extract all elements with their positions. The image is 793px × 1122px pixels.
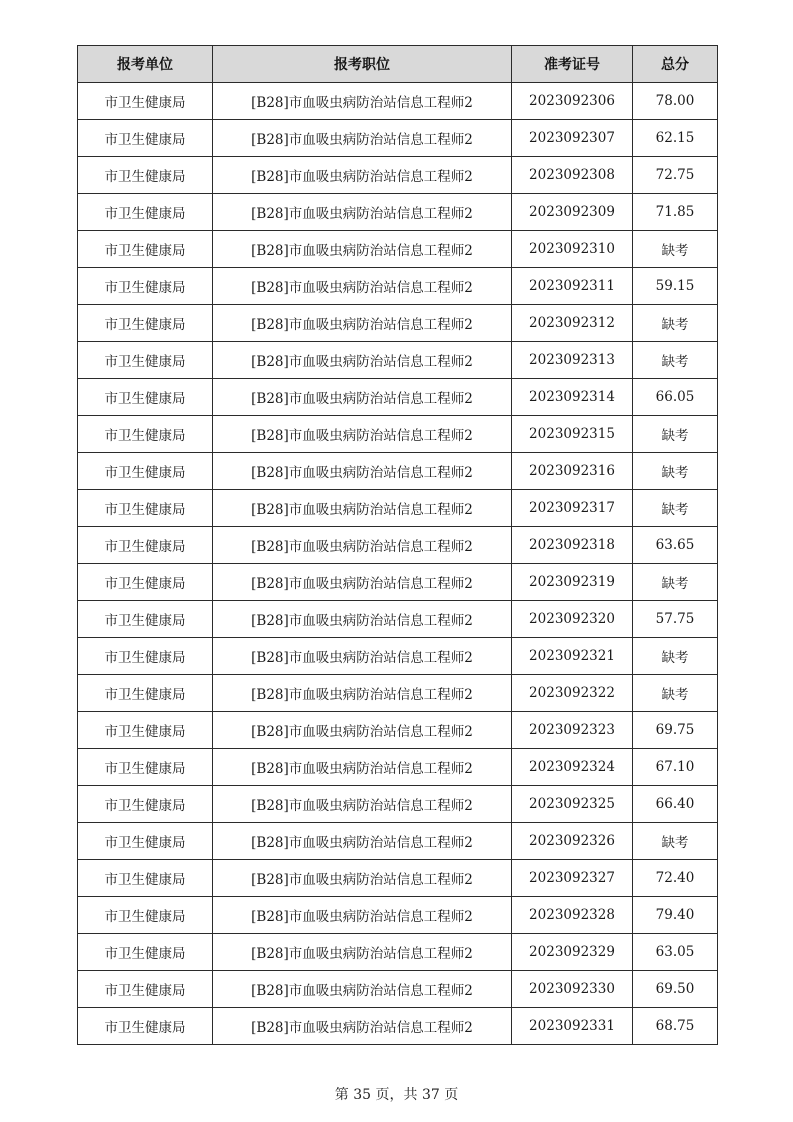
cell-unit: 市卫生健康局 xyxy=(78,934,213,971)
cell-exam-id: 2023092321 xyxy=(512,638,633,675)
cell-score: 缺考 xyxy=(633,231,718,268)
cell-exam-id: 2023092307 xyxy=(512,120,633,157)
cell-exam-id: 2023092326 xyxy=(512,823,633,860)
cell-position: [B28]市血吸虫病防治站信息工程师2 xyxy=(213,83,512,120)
cell-unit: 市卫生健康局 xyxy=(78,305,213,342)
cell-score: 缺考 xyxy=(633,638,718,675)
table-row xyxy=(78,860,718,897)
cell-score: 缺考 xyxy=(633,305,718,342)
cell-position: [B28]市血吸虫病防治站信息工程师2 xyxy=(213,971,512,1008)
cell-exam-id: 2023092330 xyxy=(512,971,633,1008)
cell-unit: 市卫生健康局 xyxy=(78,860,213,897)
cell-exam-id: 2023092320 xyxy=(512,601,633,638)
cell-position: [B28]市血吸虫病防治站信息工程师2 xyxy=(213,638,512,675)
header-exam-id: 准考证号 xyxy=(512,46,633,83)
cell-unit: 市卫生健康局 xyxy=(78,786,213,823)
table-row xyxy=(78,638,718,675)
cell-position: [B28]市血吸虫病防治站信息工程师2 xyxy=(213,860,512,897)
cell-unit: 市卫生健康局 xyxy=(78,749,213,786)
table-row xyxy=(78,971,718,1008)
cell-score: 缺考 xyxy=(633,453,718,490)
table-row xyxy=(78,823,718,860)
table-row xyxy=(78,453,718,490)
cell-position: [B28]市血吸虫病防治站信息工程师2 xyxy=(213,527,512,564)
cell-position: [B28]市血吸虫病防治站信息工程师2 xyxy=(213,601,512,638)
cell-position: [B28]市血吸虫病防治站信息工程师2 xyxy=(213,1008,512,1045)
table-row xyxy=(78,712,718,749)
cell-unit: 市卫生健康局 xyxy=(78,897,213,934)
table-row xyxy=(78,268,718,305)
cell-score: 72.75 xyxy=(633,157,718,194)
cell-score: 缺考 xyxy=(633,342,718,379)
table-row xyxy=(78,342,718,379)
cell-exam-id: 2023092318 xyxy=(512,527,633,564)
cell-score: 68.75 xyxy=(633,1008,718,1045)
cell-unit: 市卫生健康局 xyxy=(78,971,213,1008)
cell-position: [B28]市血吸虫病防治站信息工程师2 xyxy=(213,305,512,342)
cell-unit: 市卫生健康局 xyxy=(78,268,213,305)
cell-score: 缺考 xyxy=(633,564,718,601)
cell-score: 66.40 xyxy=(633,786,718,823)
cell-unit: 市卫生健康局 xyxy=(78,1008,213,1045)
table-row xyxy=(78,527,718,564)
cell-unit: 市卫生健康局 xyxy=(78,712,213,749)
header-row xyxy=(78,46,718,83)
cell-unit: 市卫生健康局 xyxy=(78,601,213,638)
cell-unit: 市卫生健康局 xyxy=(78,379,213,416)
cell-position: [B28]市血吸虫病防治站信息工程师2 xyxy=(213,194,512,231)
cell-position: [B28]市血吸虫病防治站信息工程师2 xyxy=(213,490,512,527)
cell-position: [B28]市血吸虫病防治站信息工程师2 xyxy=(213,712,512,749)
cell-score: 67.10 xyxy=(633,749,718,786)
cell-exam-id: 2023092328 xyxy=(512,897,633,934)
cell-position: [B28]市血吸虫病防治站信息工程师2 xyxy=(213,342,512,379)
cell-unit: 市卫生健康局 xyxy=(78,120,213,157)
cell-exam-id: 2023092331 xyxy=(512,1008,633,1045)
cell-position: [B28]市血吸虫病防治站信息工程师2 xyxy=(213,934,512,971)
cell-score: 66.05 xyxy=(633,379,718,416)
cell-exam-id: 2023092322 xyxy=(512,675,633,712)
table-row xyxy=(78,120,718,157)
cell-position: [B28]市血吸虫病防治站信息工程师2 xyxy=(213,897,512,934)
table-row xyxy=(78,675,718,712)
cell-unit: 市卫生健康局 xyxy=(78,453,213,490)
cell-unit: 市卫生健康局 xyxy=(78,527,213,564)
table-row xyxy=(78,416,718,453)
cell-exam-id: 2023092308 xyxy=(512,157,633,194)
cell-unit: 市卫生健康局 xyxy=(78,823,213,860)
cell-exam-id: 2023092312 xyxy=(512,305,633,342)
table-row xyxy=(78,379,718,416)
cell-exam-id: 2023092329 xyxy=(512,934,633,971)
cell-unit: 市卫生健康局 xyxy=(78,194,213,231)
table-row xyxy=(78,305,718,342)
table-row xyxy=(78,786,718,823)
cell-position: [B28]市血吸虫病防治站信息工程师2 xyxy=(213,564,512,601)
cell-exam-id: 2023092324 xyxy=(512,749,633,786)
header-score: 总分 xyxy=(633,46,718,83)
cell-unit: 市卫生健康局 xyxy=(78,157,213,194)
cell-position: [B28]市血吸虫病防治站信息工程师2 xyxy=(213,231,512,268)
cell-unit: 市卫生健康局 xyxy=(78,675,213,712)
cell-exam-id: 2023092309 xyxy=(512,194,633,231)
cell-exam-id: 2023092315 xyxy=(512,416,633,453)
cell-score: 缺考 xyxy=(633,823,718,860)
header-unit: 报考单位 xyxy=(78,46,213,83)
cell-exam-id: 2023092323 xyxy=(512,712,633,749)
table-row xyxy=(78,749,718,786)
table-row xyxy=(78,934,718,971)
cell-position: [B28]市血吸虫病防治站信息工程师2 xyxy=(213,749,512,786)
table-row xyxy=(78,490,718,527)
cell-position: [B28]市血吸虫病防治站信息工程师2 xyxy=(213,120,512,157)
cell-score: 69.50 xyxy=(633,971,718,1008)
cell-exam-id: 2023092327 xyxy=(512,860,633,897)
table-row xyxy=(78,1008,718,1045)
cell-position: [B28]市血吸虫病防治站信息工程师2 xyxy=(213,675,512,712)
cell-position: [B28]市血吸虫病防治站信息工程师2 xyxy=(213,157,512,194)
cell-exam-id: 2023092319 xyxy=(512,564,633,601)
cell-unit: 市卫生健康局 xyxy=(78,564,213,601)
table-row xyxy=(78,157,718,194)
cell-position: [B28]市血吸虫病防治站信息工程师2 xyxy=(213,823,512,860)
cell-position: [B28]市血吸虫病防治站信息工程师2 xyxy=(213,379,512,416)
cell-unit: 市卫生健康局 xyxy=(78,231,213,268)
cell-score: 78.00 xyxy=(633,83,718,120)
cell-score: 71.85 xyxy=(633,194,718,231)
cell-score: 59.15 xyxy=(633,268,718,305)
cell-score: 62.15 xyxy=(633,120,718,157)
cell-score: 63.05 xyxy=(633,934,718,971)
cell-unit: 市卫生健康局 xyxy=(78,638,213,675)
table-row xyxy=(78,564,718,601)
cell-score: 缺考 xyxy=(633,675,718,712)
cell-exam-id: 2023092311 xyxy=(512,268,633,305)
cell-score: 57.75 xyxy=(633,601,718,638)
cell-exam-id: 2023092316 xyxy=(512,453,633,490)
cell-score: 63.65 xyxy=(633,527,718,564)
cell-unit: 市卫生健康局 xyxy=(78,490,213,527)
table-row xyxy=(78,194,718,231)
table-row xyxy=(78,601,718,638)
cell-score: 缺考 xyxy=(633,416,718,453)
cell-score: 72.40 xyxy=(633,860,718,897)
cell-exam-id: 2023092310 xyxy=(512,231,633,268)
page-number: 第 35 页，共 37 页 xyxy=(334,1087,459,1103)
cell-score: 79.40 xyxy=(633,897,718,934)
cell-score: 缺考 xyxy=(633,490,718,527)
table-row xyxy=(78,897,718,934)
table-row xyxy=(78,83,718,120)
header-position: 报考职位 xyxy=(213,46,512,83)
table-body xyxy=(78,83,718,1045)
cell-exam-id: 2023092317 xyxy=(512,490,633,527)
cell-unit: 市卫生健康局 xyxy=(78,83,213,120)
cell-position: [B28]市血吸虫病防治站信息工程师2 xyxy=(213,453,512,490)
cell-unit: 市卫生健康局 xyxy=(78,416,213,453)
cell-score: 69.75 xyxy=(633,712,718,749)
cell-exam-id: 2023092314 xyxy=(512,379,633,416)
cell-exam-id: 2023092306 xyxy=(512,83,633,120)
cell-exam-id: 2023092313 xyxy=(512,342,633,379)
cell-exam-id: 2023092325 xyxy=(512,786,633,823)
cell-position: [B28]市血吸虫病防治站信息工程师2 xyxy=(213,786,512,823)
cell-position: [B28]市血吸虫病防治站信息工程师2 xyxy=(213,268,512,305)
results-table xyxy=(77,45,718,1045)
cell-position: [B28]市血吸虫病防治站信息工程师2 xyxy=(213,416,512,453)
table-row xyxy=(78,231,718,268)
cell-unit: 市卫生健康局 xyxy=(78,342,213,379)
